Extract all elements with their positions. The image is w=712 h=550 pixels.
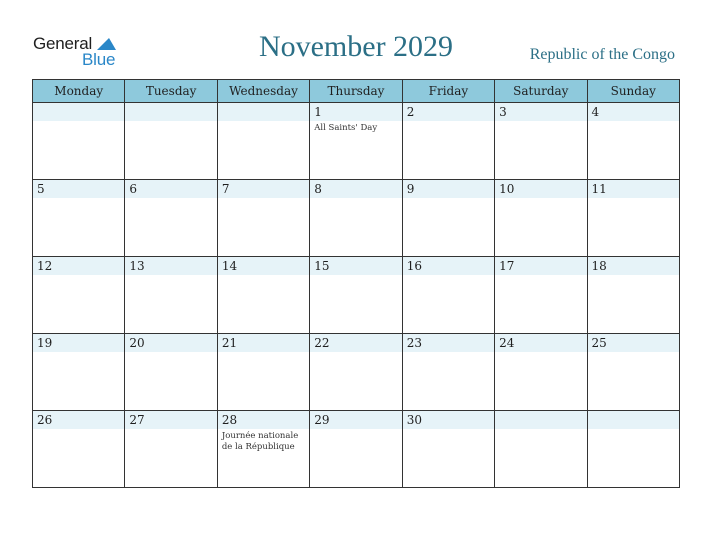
weekday-header: Saturday [495, 80, 587, 103]
country-name: Republic of the Congo [529, 46, 675, 63]
day-number: 2 [406, 105, 415, 119]
day-number: 29 [314, 413, 330, 427]
day-cell [310, 257, 402, 334]
weekday-header: Sunday [587, 80, 679, 103]
day-cell [402, 411, 494, 488]
day-cell [495, 103, 587, 180]
holiday-label: Journée nationale de la République [221, 431, 299, 452]
weekday-header: Thursday [310, 80, 402, 103]
day-cell [217, 103, 309, 180]
day-cell [495, 180, 587, 257]
day-cell [217, 334, 309, 411]
day-number: 28 [221, 413, 238, 427]
day-number: 14 [221, 259, 238, 273]
day-cell [495, 257, 587, 334]
day-number: 17 [499, 259, 515, 273]
day-number: 8 [314, 182, 322, 196]
day-number: 15 [314, 259, 330, 273]
day-cell [402, 334, 494, 411]
day-number: 11 [591, 182, 607, 196]
day-cell [402, 103, 494, 180]
day-number: 5 [37, 182, 45, 196]
day-number: 24 [499, 336, 515, 350]
day-number: 12 [37, 259, 53, 273]
day-number: 13 [129, 259, 145, 273]
week-row [33, 411, 680, 488]
day-cell [310, 180, 402, 257]
week-row [33, 334, 680, 411]
day-number: 4 [591, 105, 600, 119]
logo-text-general: General [33, 34, 93, 53]
day-number: 30 [406, 413, 422, 427]
day-cell [587, 257, 679, 334]
day-cell [125, 411, 217, 488]
day-number: 10 [499, 182, 515, 196]
day-number: 16 [406, 259, 422, 273]
page-title: November 2029 [258, 30, 454, 63]
week-row [33, 180, 680, 257]
calendar-grid [32, 79, 680, 488]
day-cell [125, 103, 217, 180]
day-cell [217, 180, 309, 257]
day-cell [310, 103, 402, 180]
holiday-label: All Saints' Day [314, 123, 378, 133]
weekday-header: Monday [33, 80, 125, 103]
day-cell [495, 411, 587, 488]
day-number: 9 [406, 182, 415, 196]
day-number: 1 [314, 105, 322, 119]
day-number: 27 [129, 413, 145, 427]
day-number: 23 [406, 336, 422, 350]
weekday-header: Friday [402, 80, 494, 103]
week-row [33, 103, 680, 180]
logo-text-blue: Blue [82, 50, 116, 69]
day-number: 7 [221, 182, 230, 196]
day-number: 20 [129, 336, 145, 350]
day-cell [587, 334, 679, 411]
day-number: 18 [591, 259, 607, 273]
weekday-header: Tuesday [125, 80, 217, 103]
day-cell [33, 334, 125, 411]
day-cell [310, 334, 402, 411]
day-cell [495, 334, 587, 411]
day-cell [217, 257, 309, 334]
day-cell [402, 257, 494, 334]
day-cell [402, 180, 494, 257]
day-number: 26 [37, 413, 53, 427]
day-cell [587, 411, 679, 488]
day-cell [33, 180, 125, 257]
day-number: 6 [129, 182, 138, 196]
day-cell [33, 103, 125, 180]
week-row [33, 257, 680, 334]
day-number: 25 [591, 336, 607, 350]
day-number: 22 [314, 336, 330, 350]
day-number: 19 [37, 336, 53, 350]
weekday-header: Wednesday [217, 80, 309, 103]
day-cell [217, 411, 309, 488]
day-number: 21 [221, 336, 238, 350]
day-cell [310, 411, 402, 488]
day-cell [587, 180, 679, 257]
day-cell [125, 257, 217, 334]
day-cell [125, 180, 217, 257]
day-cell [33, 411, 125, 488]
day-cell [33, 257, 125, 334]
day-cell [125, 334, 217, 411]
weekday-header-row [33, 80, 680, 103]
day-number: 3 [499, 105, 507, 119]
day-cell [587, 103, 679, 180]
